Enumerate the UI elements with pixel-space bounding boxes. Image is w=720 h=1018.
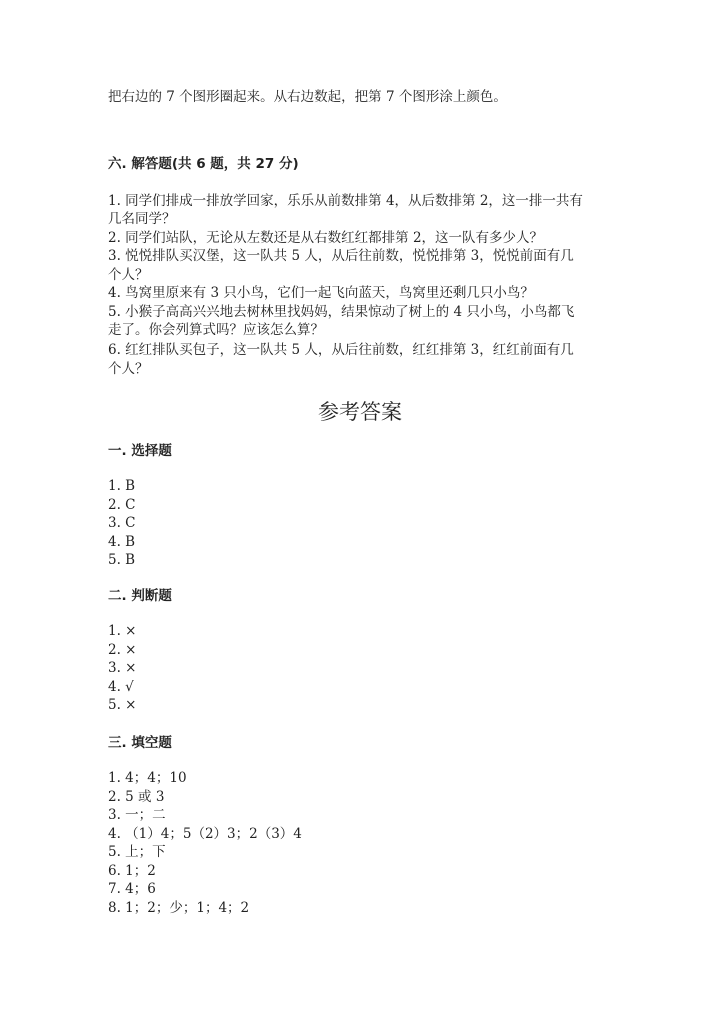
answer-item: 2. C	[108, 497, 136, 513]
question-line: 个人？	[108, 361, 149, 377]
answer-item: 4. √	[108, 679, 134, 695]
answers-section-1-heading: 一. 选择题	[108, 443, 172, 459]
answer-item: 2. 5 或 3	[108, 789, 165, 805]
answers-section-3-heading: 三. 填空题	[108, 735, 172, 751]
answer-item: 5. 上；下	[108, 844, 166, 860]
answer-item: 7. 4；6	[108, 881, 156, 897]
answer-item: 6. 1；2	[108, 863, 156, 879]
answers-title: 参考答案	[318, 400, 402, 424]
answer-item: 4. B	[108, 534, 136, 550]
intro-instruction: 把右边的 7 个图形圈起来。从右边数起，把第 7 个图形涂上颜色。	[108, 89, 507, 105]
question-line: 6. 红红排队买包子，这一队共 5 人，从后往前数，红红排第 3，红红前面有几	[108, 342, 574, 358]
answer-item: 3. ×	[108, 660, 137, 676]
question-line: 个人？	[108, 267, 149, 283]
answer-item: 2. ×	[108, 642, 137, 658]
question-line: 5. 小猴子高高兴兴地去树林里找妈妈，结果惊动了树上的 4 只小鸟，小鸟都飞	[108, 304, 575, 320]
answer-item: 3. 一；二	[108, 807, 166, 823]
section-6-heading: 六. 解答题(共 6 题，共 27 分)	[108, 156, 299, 172]
answer-item: 5. ×	[108, 697, 137, 713]
answer-item: 1. 4；4；10	[108, 770, 187, 786]
answer-item: 1. ×	[108, 623, 137, 639]
answer-item: 3. C	[108, 515, 136, 531]
question-line: 几名同学？	[108, 211, 176, 227]
question-line: 2. 同学们站队，无论从左数还是从右数红红都排第 2，这一队有多少人？	[108, 230, 544, 246]
question-line: 走了。你会列算式吗？应该怎么算？	[108, 322, 324, 338]
answer-item: 5. B	[108, 552, 136, 568]
answer-item: 4. （1）4；5（2）3；2（3）4	[108, 826, 302, 842]
answer-item: 1. B	[108, 478, 136, 494]
answers-section-2-heading: 二. 判断题	[108, 588, 172, 604]
question-line: 1. 同学们排成一排放学回家，乐乐从前数排第 4，从后数排第 2，这一排一共有	[108, 193, 583, 209]
question-line: 3. 悦悦排队买汉堡，这一队共 5 人，从后往前数，悦悦排第 3，悦悦前面有几	[108, 248, 574, 264]
answer-item: 8. 1；2；少；1；4；2	[108, 900, 250, 916]
question-line: 4. 鸟窝里原来有 3 只小鸟，它们一起飞向蓝天，鸟窝里还剩几只小鸟？	[108, 285, 534, 301]
